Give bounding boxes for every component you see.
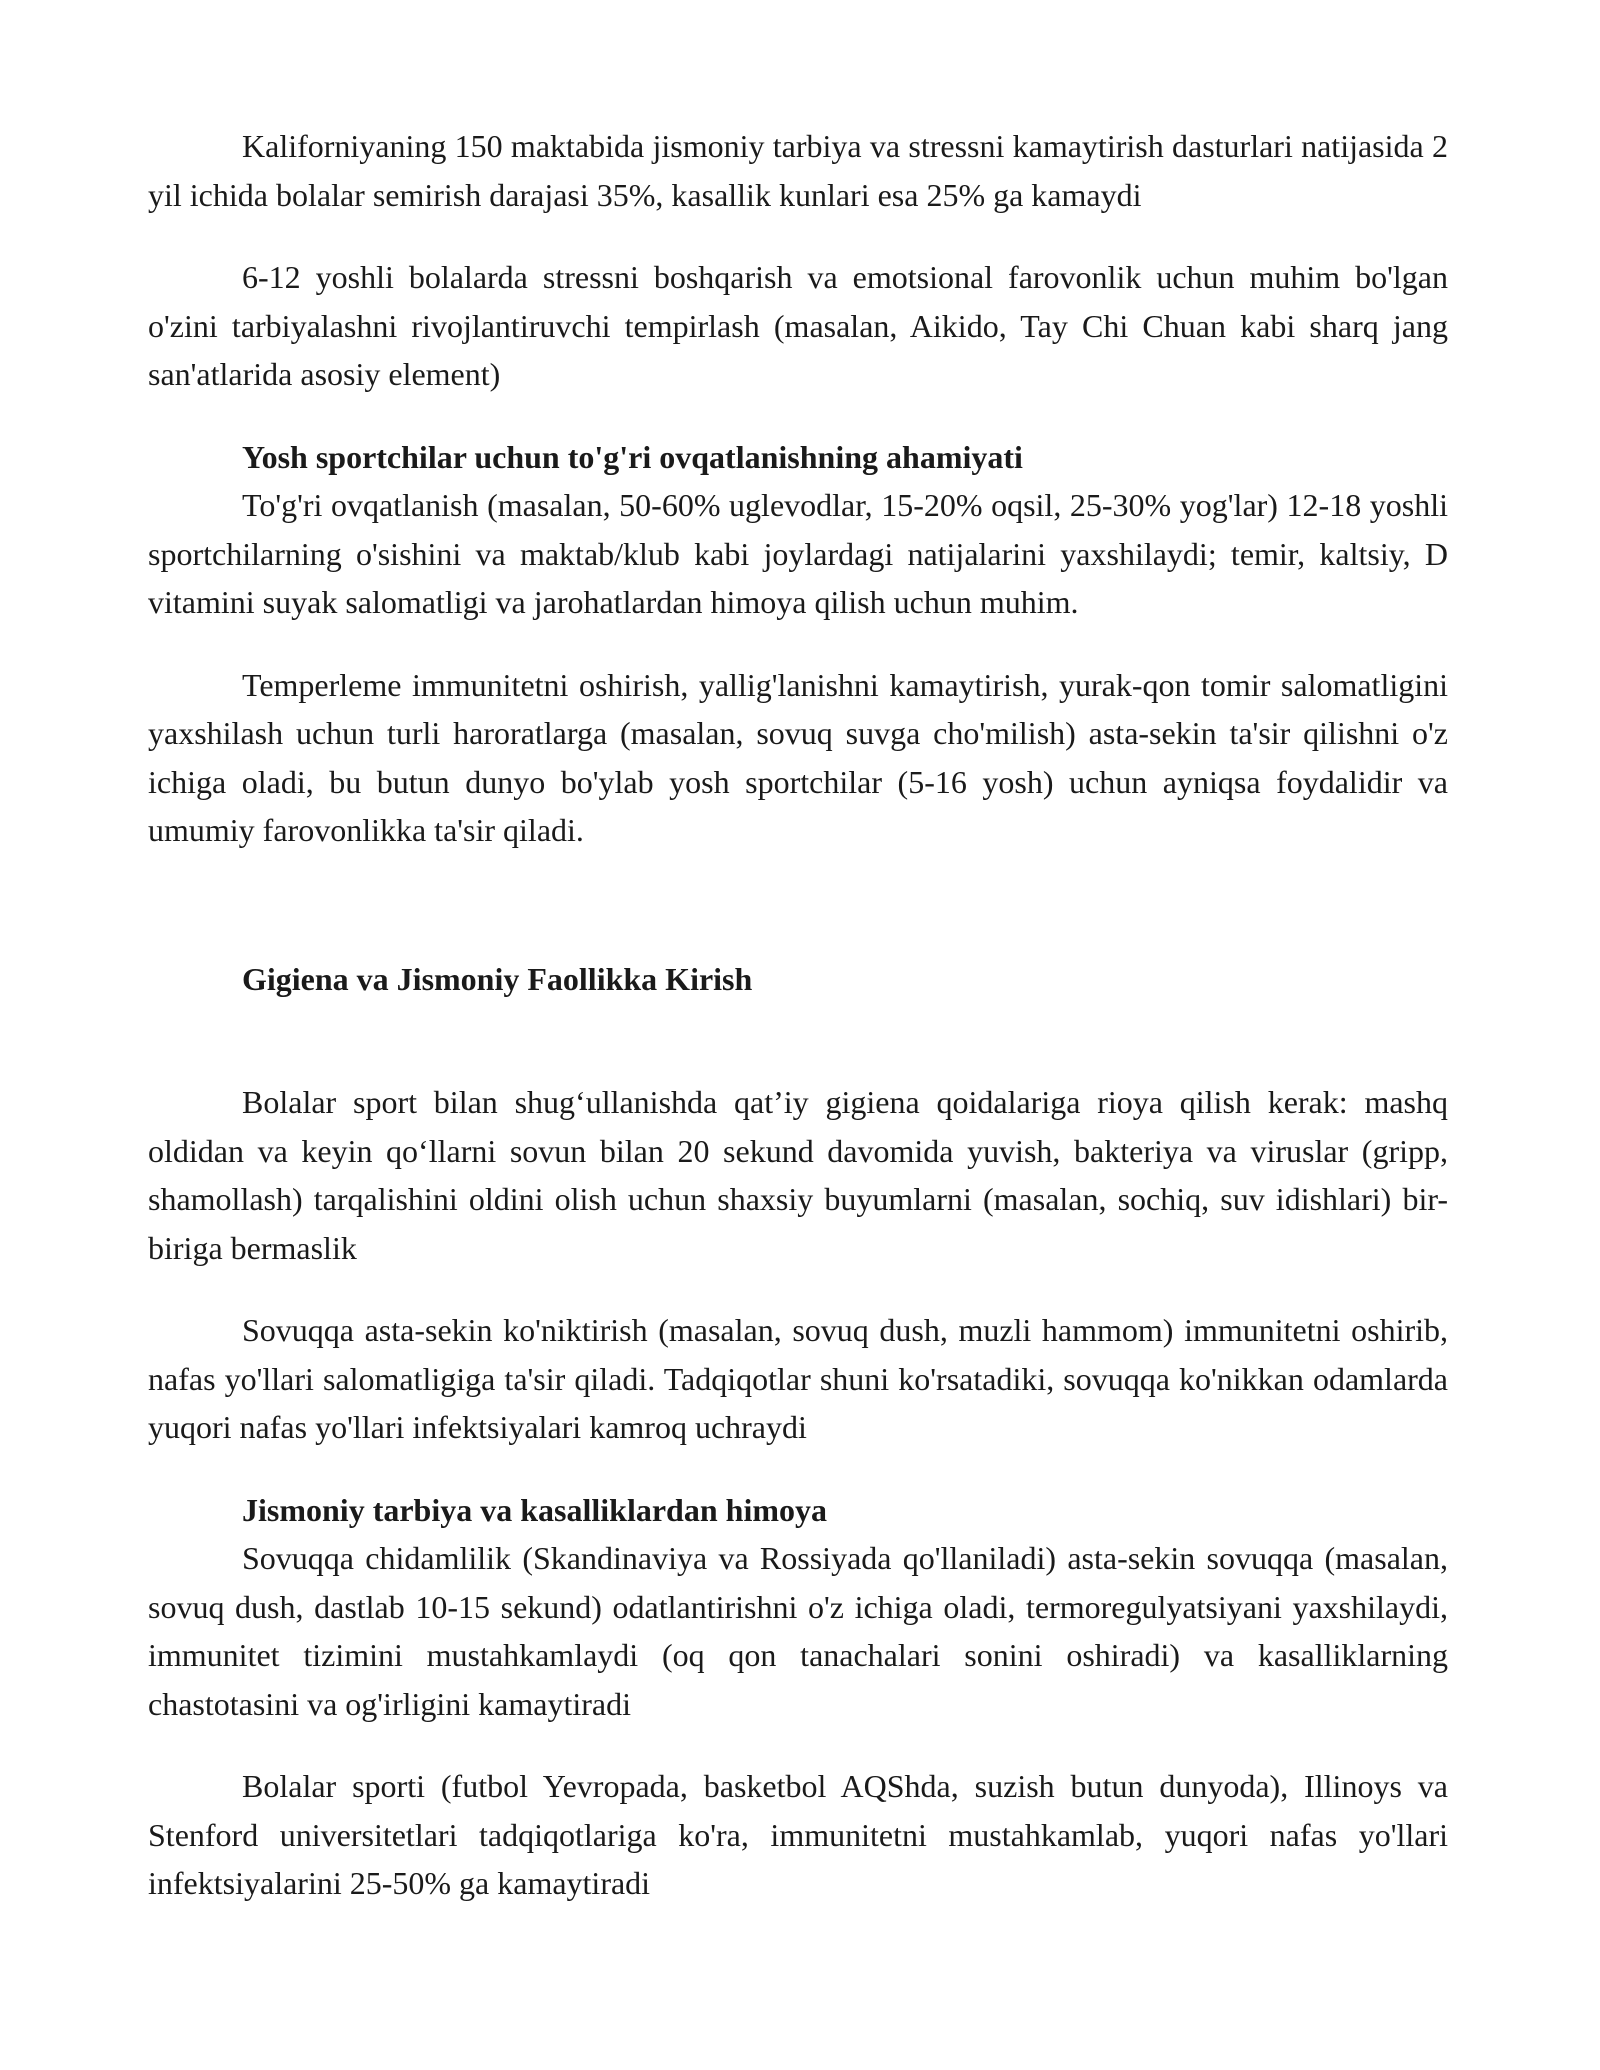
paragraph: Bolalar sport bilan shug‘ullanishda qat’iy gigiena qoidalariga rioya qilish kerak: mashq oldidan va keyin qo‘llarni sovun bilan 20 sekund davomida yuvish, bakteriya va viruslar (gripp, shamollash) tarqalishini oldini olish uchun shaxsiy buyumlarni (masalan, sochiq, suv idishlari) bir-biriga bermaslik — [148, 1084, 1448, 1266]
section-heading: Gigiena va Jismoniy Faollikka Kirish — [242, 960, 753, 997]
section-heading: Yosh sportchilar uchun to'g'ri ovqatlanishning ahamiyati — [242, 438, 1023, 475]
paragraph: To'g'ri ovqatlanish (masalan, 50-60% uglevodlar, 15-20% oqsil, 25-30% yog'lar) 12-18 yoshli sportchilarning o'sishini va maktab/klub kabi joylardagi natijalarini yaxshilaydi; temir, kaltsiy, D vitamini suyak salomatligi va jarohatlardan himoya qilish uchun muhim. — [148, 487, 1448, 620]
paragraph: Sovuqqa chidamlilik (Skandinaviya va Rossiyada qo'llaniladi) asta-sekin sovuqqa (masalan, sovuq dush, dastlab 10-15 sekund) odatlantirishni o'z ichiga oladi, termoregulyatsiyani yaxshilaydi, immunitet tizimini mustahkamlaydi (oq qon tanachalari sonini oshiradi) va kasalliklarning chastotasini va og'irligini kamaytiradi — [148, 1540, 1448, 1722]
paragraph: Sovuqqa asta-sekin ko'niktirish (masalan, sovuq dush, muzli hammom) immunitetni oshirib, nafas yo'llari salomatligiga ta'sir qiladi. Tadqiqotlar shuni ko'rsatadiki, sovuqqa ko'nikkan odamlarda yuqori nafas yo'llari infektsiyalari kamroq uchraydi — [148, 1312, 1448, 1445]
paragraph: Bolalar sporti (futbol Yevropada, basketbol AQShda, suzish butun dunyoda), Illinoys va Stenford universitetlari tadqiqotlariga ko'ra, immunitetni mustahkamlab, yuqori nafas yo'llari infektsiyalarini 25-50% ga kamaytiradi — [148, 1768, 1448, 1901]
paragraph: 6-12 yoshli bolalarda stressni boshqarish va emotsional farovonlik uchun muhim bo'lgan o'zini tarbiyalashni rivojlantiruvchi tempirlash (masalan, Aikido, Tay Chi Chuan kabi sharq jang san'atlarida asosiy element) — [148, 259, 1448, 392]
paragraph: Temperleme immunitetni oshirish, yallig'lanishni kamaytirish, yurak-qon tomir salomatligini yaxshilash uchun turli haroratlarga (masalan, sovuq suvga cho'milish) asta-sekin ta'sir qilishni o'z ichiga oladi, bu butun dunyo bo'ylab yosh sportchilar (5-16 yosh) uchun ayniqsa foydalidir va umumiy farovonlikka ta'sir qiladi. — [148, 666, 1448, 848]
document-page — [148, 122, 1448, 1942]
paragraph: Kaliforniyaning 150 maktabida jismoniy tarbiya va stressni kamaytirish dasturlari natijasida 2 yil ichida bolalar semirish darajasi 35%, kasallik kunlari esa 25% ga kamaydi — [148, 128, 1448, 213]
section-heading: Jismoniy tarbiya va kasalliklardan himoya — [242, 1491, 827, 1528]
